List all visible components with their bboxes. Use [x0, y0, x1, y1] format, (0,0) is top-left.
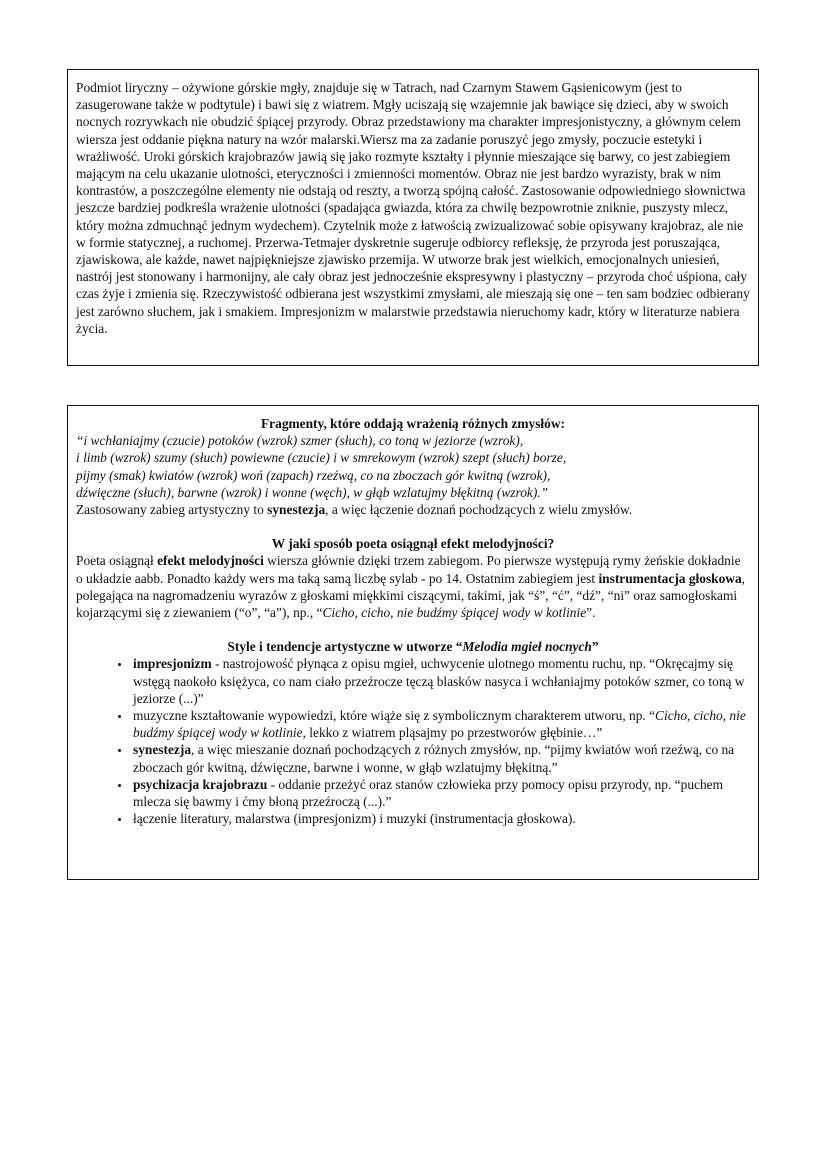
list-item: • muzyczne kształtowanie wypowiedzi, które wiąże się z symbolicznym charakterem utworu, np. “Cicho, cicho, nie budźmy śpiącej wody w kotlinie, lekko z wiatrem pląsajmy po przestworów głębinie…”	[131, 707, 750, 741]
melody-heading: W jaki sposób poeta osiągnął efekt melodyjności?	[271, 536, 555, 552]
quote-line-4: dźwięczne (słuch), barwne (wzrok) i wonne (węch), w głąb wzlatujmy błękitną (wzrok).”	[76, 484, 549, 500]
synestezja-term: synestezja	[267, 502, 326, 518]
analysis-box	[67, 405, 759, 880]
quote-line-3: pijmy (smak) kwiatów (wzrok) woń (zapach) rzeźwą, co na zboczach gór kwitną (wzrok),	[76, 467, 551, 483]
senses-heading: Fragmenty, które oddają wrażenią różnych zmysłów:	[261, 416, 565, 431]
summary-box	[67, 69, 759, 366]
styles-list	[76, 655, 750, 827]
melody-paragraph: Poeta osiągnął efekt melodyjności wiersza głównie dzięki trzem zabiegom. Po pierwsze występują rymy żeńskie dokładnie o układzie aabb. Ponadto każdy wers ma taką samą liczbę sylab - po 14. Ostatnim zabiegiem jest instrumentacja głoskowa, polegająca na nagromadzeniu wyrazów z głoskami miękkimi ciszącymi, takimi, jak “ś”, “ć”, “dź”, “ni” oraz samogłoskami kojarzącymi się z ziewaniem (“o”, “a”), np., “Cicho, cicho, nie budźmy śpiącej wody w kotlinie”.	[76, 553, 746, 621]
senses-summary: Zastosowany zabieg artystyczny to synestezja, a więc łączenie doznań pochodzących z wielu zmysłów.	[76, 502, 633, 518]
quote-line-2: i limb (wzrok) szumy (słuch) powiewne (czucie) i w smrekowym (wzrok) szept (słuch) borze,	[76, 450, 567, 466]
styles-heading: Style i tendencje artystyczne w utworze “Melodia mgieł nocnych”	[227, 639, 599, 655]
quote-line-1: “i wchłaniajmy (czucie) potoków (wzrok) szmer (słuch), co toną w jeziorze (wzrok),	[76, 433, 524, 449]
list-item: • psychizacja krajobrazu - oddanie przeżyć oraz stanów człowieka przy pomocy opisu przyrody, np. “puchem mlecza się bawmy i ćmy błoną przeźroczą (...).”	[131, 776, 750, 810]
list-item: • impresjonizm - nastrojowość płynąca z opisu mgieł, uchwycenie ulotnego momentu ruchu, np. “Okręcajmy się wstęgą naokoło księżyca, co nam ciało przeźrocze tęczą blasków nasyca i wchłaniajmy potoków szmer, co toną w jeziorze (...)”	[131, 655, 750, 707]
list-item: • łączenie literatury, malarstwa (impresjonizm) i muzyki (instrumentacja głoskowa).	[131, 810, 750, 827]
list-item: • synestezja, a więc mieszanie doznań pochodzących z różnych zmysłów, np. “pijmy kwiatów woń rzeźwą, co na zboczach gór kwitną, dźwięczne, barwne i wonne, w głąb wzlatujmy błękitną.”	[131, 741, 750, 775]
summary-paragraph: Podmiot liryczny – ożywione górskie mgły, znajduje się w Tatrach, nad Czarnym Stawem Gąsienicowym (jest to zasugerowane także w podtytule) i bawi się z wiatrem. Mgły uciszają się wzajemnie jak bawiące się dzieci, aby w swoich nocnych rozrywkach nie obudzić śpiącej przyrody. Obraz przedstawiony ma charakter impresjonistyczny, a głównym celem wiersza jest oddanie piękna natury na wzór malarski.Wiersz ma za zadanie poruszyć jego zmysły, poczucie estetyki i wrażliwość. Uroki górskich krajobrazów jawią się jako rozmyte kształty i płynnie mieszające się barwy, co jest zabiegiem mającym na celu ukazanie ulotności, eteryczności i zmienności momentów. Obraz nie jest bardzo wyrazisty, brak w nim kontrastów, a poszczególne elementy nie odstają od reszty, a tworzą spójną całość. Zastosowanie odpowiedniego słownictwa jeszcze bardziej podkreśla wrażenie ulotności (spadająca gwiazda, która za chwilę bezpowrotnie zniknie, puszysty mlecz, który można zdmuchnąć jednym wydechem). Czytelnik może z łatwością zwizualizować sobie opisywany krajobraz, ale nie w formie statycznej, a ruchomej. Przerwa-Tetmajer dyskretnie sugeruje odbiorcy refleksję, że przyroda jest poruszająca, zjawiskowa, ale każde, nawet najpiękniejsze zjawisko przemija. W utworze brak jest wielkich, emocjonalnych uniesień, nastrój jest stonowany i harmonijny, ale cały obraz jest jednocześnie ekspresywny i plastyczny – przyroda choć uśpiona, cały czas żyje i zmienia się. Rzeczywistość odbierana jest wszystkimi zmysłami, ale mieszają się one – ten sam bodziec odbierany jest zarówno słuchem, jak i smakiem. Impresjonizm w malarstwie przedstawia nieruchomy kadr, który w literaturze nabiera życia.	[76, 80, 750, 336]
